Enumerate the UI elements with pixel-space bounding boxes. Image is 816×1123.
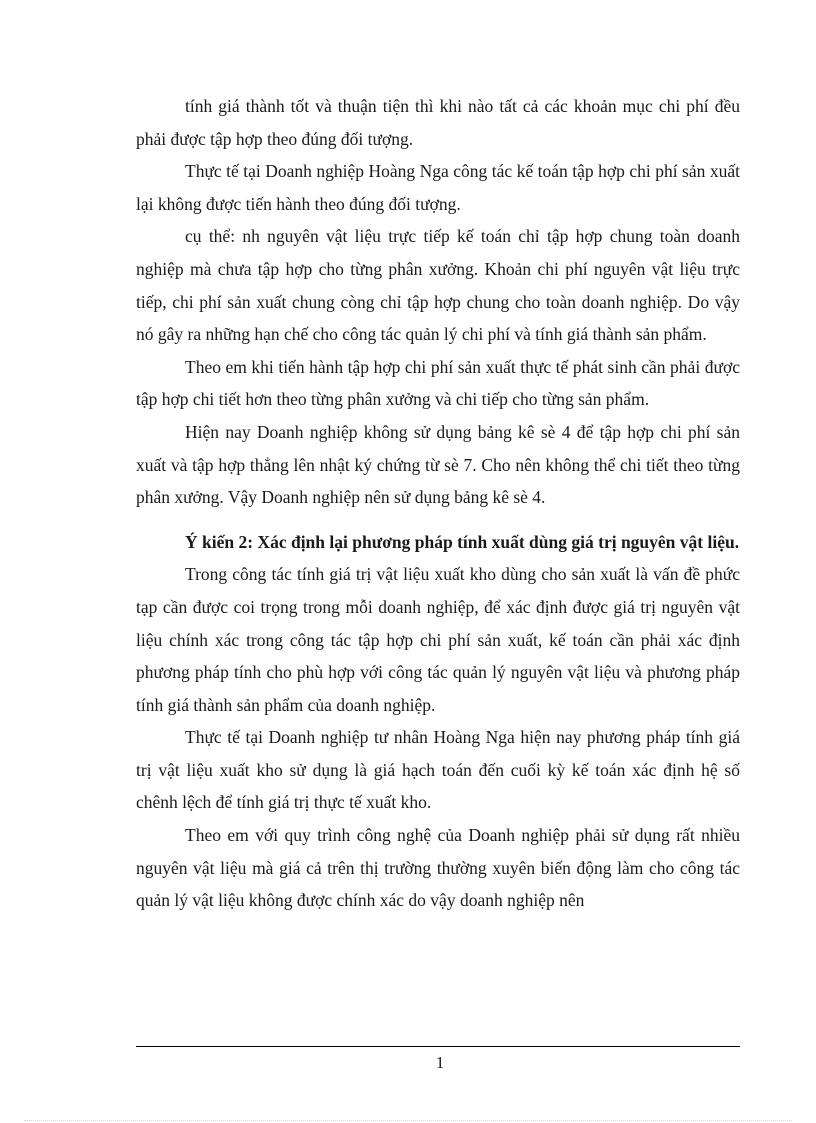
page-number: 1 bbox=[435, 1053, 445, 1072]
paragraph-6: Trong công tác tính giá trị vật liệu xuất kho dùng cho sản xuất là vấn đề phức tạp cần được coi trọng trong mỗi doanh nghiệp, để xác định được giá trị nguyên vật liệu chính xác trong công tác tập hợp chi phí sản xuất, kế toán cần phải xác định phương pháp tính cho phù hợp với công tác quản lý nguyên vật liệu và phương pháp tính giá thành sản phẩm của doanh nghiệp. bbox=[136, 564, 740, 715]
paragraph-5: Hiện nay Doanh nghiệp không sử dụng bảng kê sè 4 để tập hợp chi phí sản xuất và tập hợp thẳng lên nhật ký chứng từ sè 7. Cho nên không thể chi tiết theo từng phân xưởng. Vậy Doanh nghiệp nên sử dụng bảng kê sè 4. bbox=[136, 421, 740, 508]
document-body bbox=[136, 90, 740, 917]
paragraph-4: Theo em khi tiến hành tập hợp chi phí sản xuất thực tế phát sinh cần phải được tập hợp chi tiết hơn theo từng phân xưởng và chi tiếp cho từng sản phẩm. bbox=[136, 356, 740, 410]
paragraph-2: Thực tế tại Doanh nghiệp Hoàng Nga công tác kế toán tập hợp chi phí sản xuất lại không được tiến hành theo đúng đối tượng. bbox=[136, 161, 740, 214]
paragraph-1: tính giá thành tốt và thuận tiện thì khi nào tất cả các khoản mục chi phí đều phải được tập hợp theo đúng đối tượng. bbox=[136, 96, 740, 149]
section-heading: Ý kiến 2: Xác định lại phương pháp tính xuất dùng giá trị nguyên vật liệu. bbox=[185, 531, 740, 552]
paragraph-8: Theo em với quy trình công nghệ của Doanh nghiệp phải sử dụng rất nhiều nguyên vật liệu mà giá cả trên thị trường thường xuyên biến động làm cho công tác quản lý vật liệu không được chính xác do vậy doanh nghiệp nên bbox=[136, 825, 740, 911]
paragraph-7: Thực tế tại Doanh nghiệp tư nhân Hoàng Nga hiện nay phương pháp tính giá trị vật liệu xuất kho sử dụng là giá hạch toán đến cuối kỳ kế toán xác định hệ số chênh lệch để tính giá trị thực tế xuất kho. bbox=[136, 727, 740, 813]
page-bottom-border bbox=[24, 1120, 792, 1121]
paragraph-3: cụ thể: nh nguyên vật liệu trực tiếp kế toán chỉ tập hợp chung toàn doanh nghiệp mà chưa tập hợp cho từng phân xưởng. Khoản chi phí nguyên vật liệu trực tiếp, chi phí sản xuất chung còng chỉ tập hợp chung cho toàn doanh nghiệp. Do vậy nó gây ra những hạn chế cho công tác quản lý chi phí và tính giá thành sản phẩm. bbox=[136, 226, 740, 345]
footer-divider bbox=[136, 1046, 740, 1047]
